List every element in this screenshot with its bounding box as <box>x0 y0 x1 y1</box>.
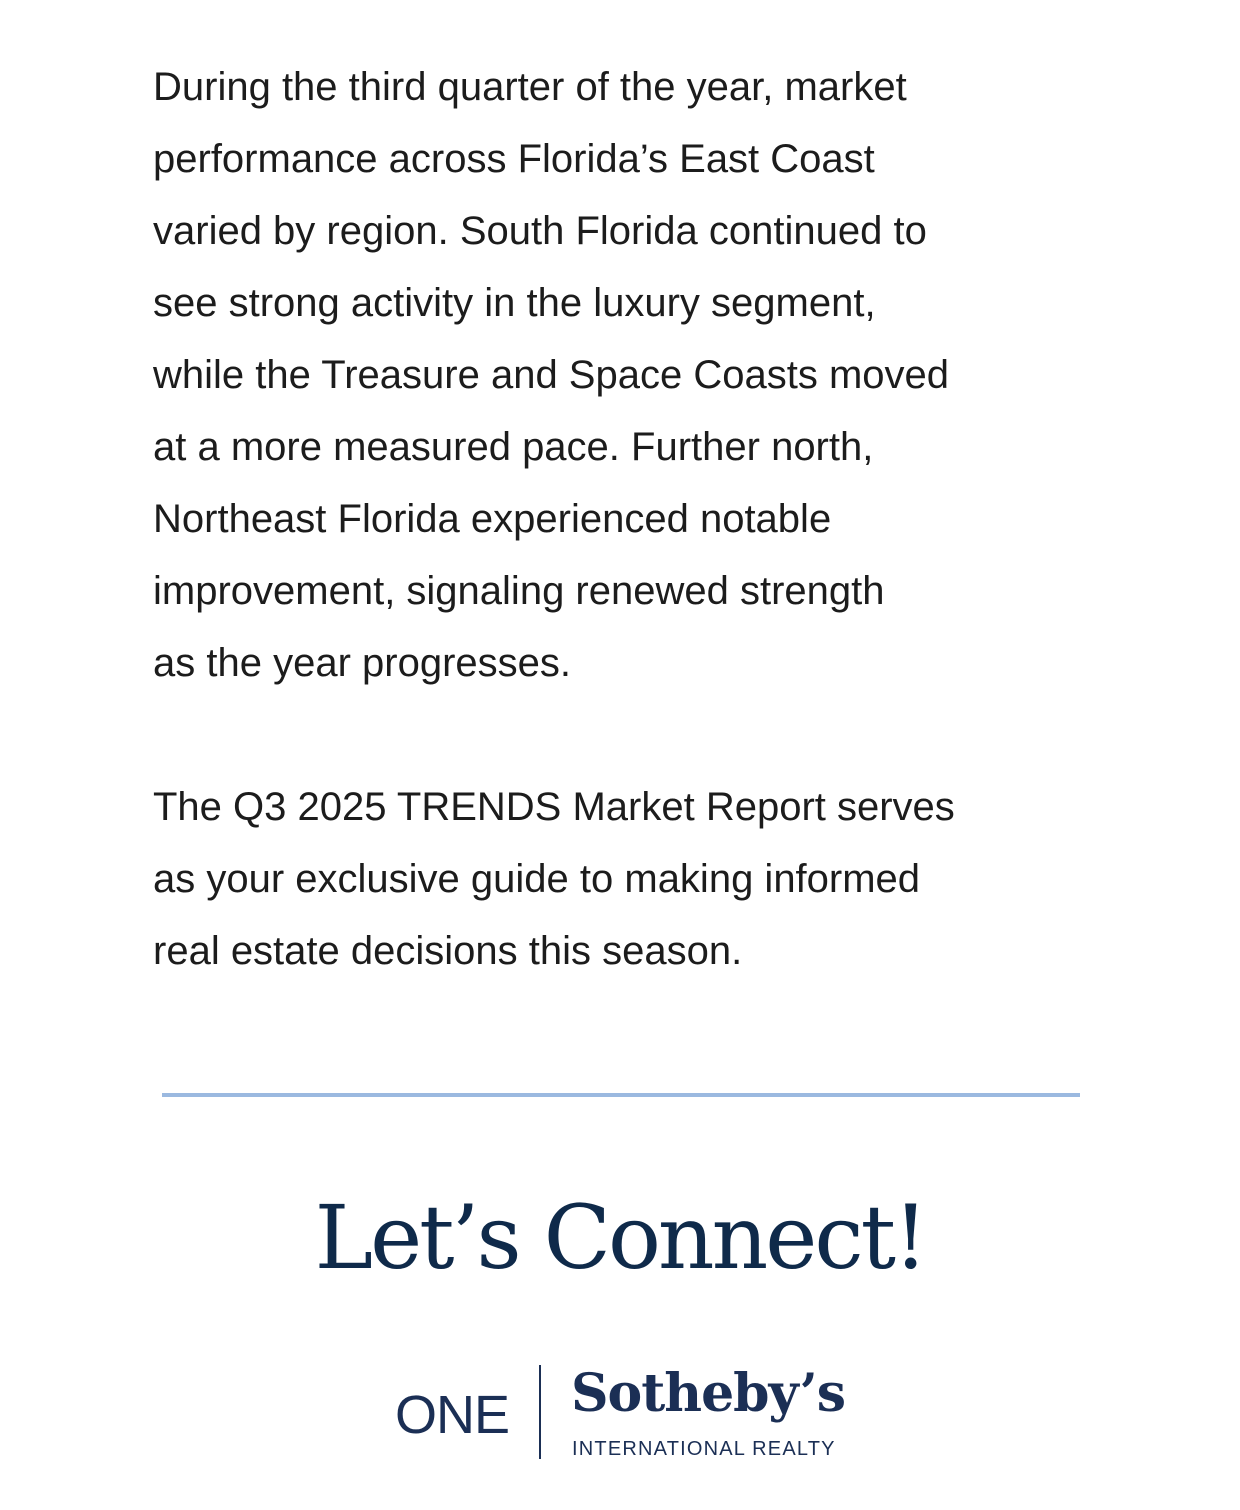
logo-tagline: INTERNATIONAL REALTY <box>572 1438 836 1460</box>
intro-line: see strong activity in the luxury segment, <box>153 281 876 325</box>
intro-line: at a more measured pace. Further north, <box>153 425 874 469</box>
intro-line: Northeast Florida experienced notable <box>153 497 832 541</box>
logo-one-text: ONE <box>395 1385 510 1445</box>
connect-heading: Let’s Connect! <box>314 1186 926 1289</box>
report-line: real estate decisions this season. <box>153 929 743 973</box>
brand-logo <box>395 1365 855 1460</box>
intro-line: performance across Florida’s East Coast <box>153 137 875 181</box>
intro-paragraph <box>153 51 949 699</box>
report-line: as your exclusive guide to making informed <box>153 857 921 901</box>
report-line: The Q3 2025 TRENDS Market Report serves <box>153 785 955 829</box>
logo-brand-name: Sotheby’s <box>571 1363 846 1424</box>
report-paragraph <box>153 771 955 987</box>
intro-line: improvement, signaling renewed strength <box>153 569 885 613</box>
intro-line: During the third quarter of the year, market <box>153 65 907 109</box>
intro-line: varied by region. South Florida continued to <box>153 209 927 253</box>
intro-line: as the year progresses. <box>153 641 571 685</box>
logo-separator <box>539 1365 541 1459</box>
section-divider <box>162 1093 1080 1097</box>
intro-line: while the Treasure and Space Coasts moved <box>153 353 949 397</box>
